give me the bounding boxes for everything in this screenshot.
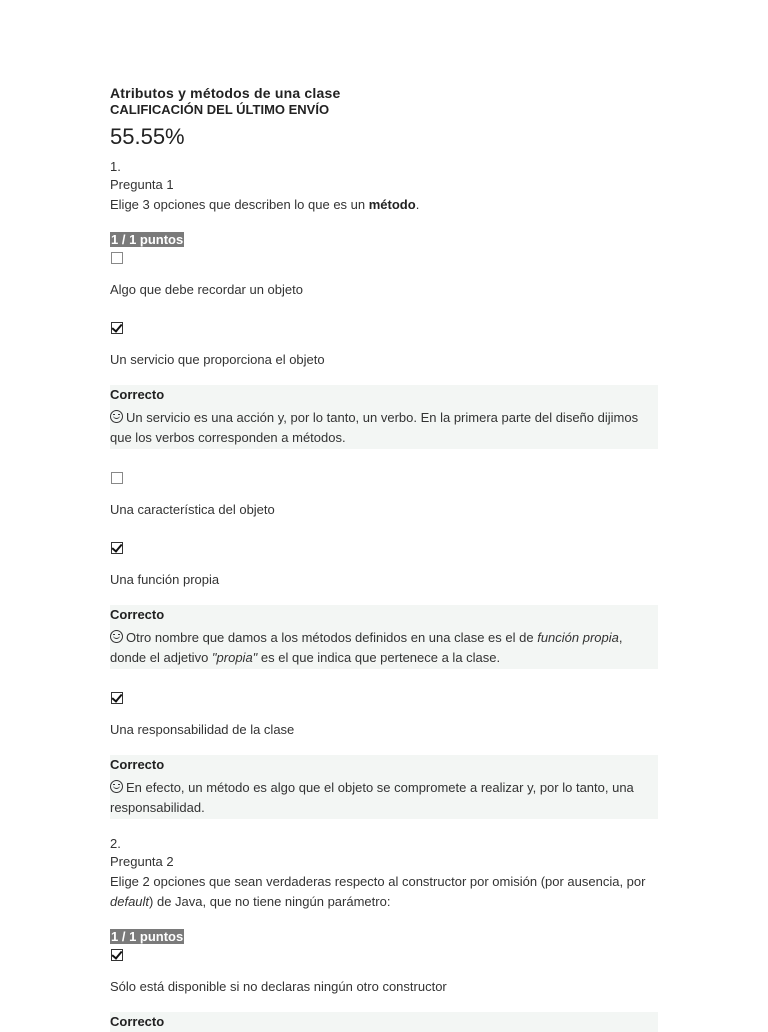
question-text-bold: método <box>368 197 416 212</box>
question-text-part: Elige 3 opciones que describen lo que es un <box>110 197 369 212</box>
feedback-text-part: Otro nombre que damos a los métodos definidos en una clase es el de <box>126 630 538 645</box>
question-name: Pregunta 1 <box>110 177 174 192</box>
question-text-part: . <box>415 197 420 212</box>
option-label: Una característica del objeto <box>110 502 275 517</box>
option <box>110 948 658 1032</box>
option <box>110 321 658 449</box>
feedback-title: Correcto <box>110 757 165 772</box>
grade-label: CALIFICACIÓN DEL ÚLTIMO ENVÍO <box>110 102 330 117</box>
smiley-icon <box>110 630 123 643</box>
checkbox-checked[interactable] <box>111 542 123 554</box>
smiley-icon <box>110 410 123 423</box>
feedback-box <box>110 385 658 449</box>
feedback-text <box>110 408 658 448</box>
option <box>110 251 658 299</box>
smiley-icon <box>110 780 123 793</box>
points-badge: 1 / 1 puntos <box>111 929 184 944</box>
feedback-title: Correcto <box>110 1014 165 1029</box>
option-label: Una responsabilidad de la clase <box>110 722 295 737</box>
quiz-results-page <box>110 84 658 1032</box>
option-label: Una función propia <box>110 572 220 587</box>
question-text <box>110 872 658 912</box>
question-text-italic: default <box>110 894 150 909</box>
feedback-box <box>110 755 658 819</box>
question-text-part: Elige 2 opciones que sean verdaderas respecto al constructor por omisión (por ausencia, por <box>110 874 646 889</box>
feedback-text-part: es el que indica que pertenece a la clase. <box>257 650 501 665</box>
option <box>110 471 658 519</box>
feedback-text-part: Un servicio es una acción y, por lo tanto, un verbo. En la primera parte del diseño dijimos que los verbos corresponden a métodos. <box>110 410 639 445</box>
feedback-text-italic: función propia <box>537 630 619 645</box>
points-badge: 1 / 1 puntos <box>111 232 184 247</box>
checkbox-checked[interactable] <box>111 322 123 334</box>
feedback-text-italic: "propia" <box>211 650 258 665</box>
option <box>110 541 658 669</box>
checkbox-checked[interactable] <box>111 692 123 704</box>
option-label: Algo que debe recordar un objeto <box>110 282 303 297</box>
option <box>110 691 658 819</box>
option-label: Un servicio que proporciona el objeto <box>110 352 325 367</box>
feedback-text <box>110 778 658 818</box>
checkbox[interactable] <box>111 472 123 484</box>
feedback-text-part: , donde el adjetivo <box>110 630 623 665</box>
question-name: Pregunta 2 <box>110 854 174 869</box>
question-2 <box>110 835 658 1032</box>
checkbox-checked[interactable] <box>111 949 123 961</box>
feedback-title: Correcto <box>110 607 165 622</box>
feedback-box <box>110 605 658 669</box>
question-number: 2. <box>110 836 121 851</box>
question-number: 1. <box>110 159 121 174</box>
question-text-part: ) de Java, que no tiene ningún parámetro: <box>149 894 391 909</box>
feedback-box <box>110 1012 658 1032</box>
grade-value: 55.55% <box>110 124 185 149</box>
page-title: Atributos y métodos de una clase <box>110 85 341 101</box>
feedback-text <box>110 628 658 668</box>
question-1 <box>110 158 658 819</box>
checkbox[interactable] <box>111 252 123 264</box>
option-label: Sólo está disponible si no declaras ningún otro constructor <box>110 979 447 994</box>
feedback-text-part: En efecto, un método es algo que el objeto se compromete a realizar y, por lo tanto, una responsabilidad. <box>110 780 634 815</box>
feedback-title: Correcto <box>110 387 165 402</box>
question-text <box>110 195 658 215</box>
